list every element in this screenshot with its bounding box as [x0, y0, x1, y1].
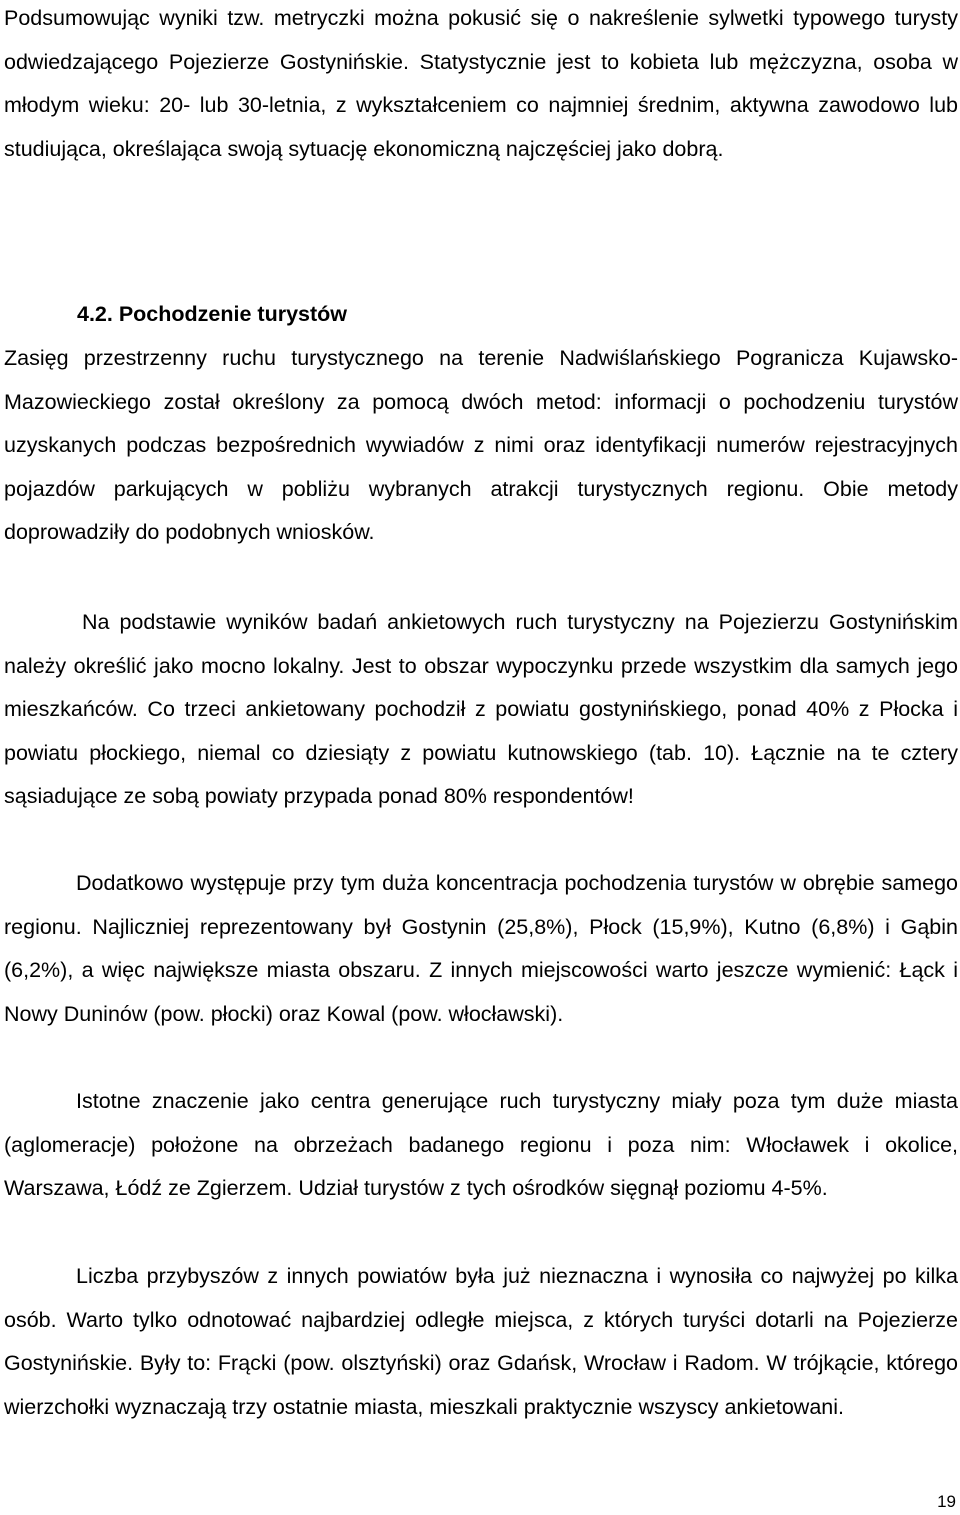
- paragraph-research-methods: Zasięg przestrzenny ruchu turystycznego na terenie Nadwiślańskiego Pogranicza Kujawsko-Mazowieckiego został określony za pomocą dwóch metod: informacji o pochodzeniu turystów uzyskanych podczas bezpośrednich wywiadów z nimi oraz identyfikacji numerów rejestracyjnych pojazdów parkujących w pobliżu wybranych atrakcji turystycznych regionu. Obie metody doprowadziły do podobnych wniosków.: [4, 346, 958, 545]
- paragraph-large-cities: Istotne znaczenie jako centra generujące ruch turystyczny miały poza tym duże miasta (aglomeracje) położone na obrzeżach badanego regionu i poza nim: Włocławek i okolice, Warszawa, Łódź ze Zgierzem. Udział turystów z tych ośrodków sięgnął poziomu 4-5%.: [4, 1089, 958, 1201]
- section-heading: 4.2. Pochodzenie turystów: [77, 302, 347, 326]
- intro-paragraph: Podsumowując wyniki tzw. metryczki można pokusić się o nakreślenie sylwetki typowego turysty odwiedzającego Pojezierze Gostynińskie. Statystycznie jest to kobieta lub mężczyzna, osoba w młodym wieku: 20- lub 30-letnia, z wykształceniem co najmniej średnim, aktywna zawodowo lub studiująca, określająca swoją sytuację ekonomiczną najczęściej jako dobrą.: [4, 6, 958, 161]
- paragraph-local-tourism: Na podstawie wyników badań ankietowych ruch turystyczny na Pojezierzu Gostynińskim należy określić jako mocno lokalny. Jest to obszar wypoczynku przede wszystkim dla samych jego mieszkańców. Co trzeci ankietowany pochodził z powiatu gostynińskiego, ponad 40% z Płocka i powiatu płockiego, niemal co dziesiąty z powiatu kutnowskiego (tab. 10). Łącznie na te cztery sąsiadujące ze sobą powiaty przypada ponad 80% respondentów!: [4, 610, 958, 809]
- paragraph-distant-origins: Liczba przybyszów z innych powiatów była już nieznaczna i wynosiła co najwyżej po kilka osób. Warto tylko odnotować najbardziej odległe miejsca, z których turyści dotarli na Pojezierze Gostynińskie. Były to: Frącki (pow. olsztyński) oraz Gdańsk, Wrocław i Radom. W trójkącie, którego wierzchołki wyznaczają trzy ostatnie miasta, mieszkali praktycznie wszyscy ankietowani.: [4, 1264, 958, 1419]
- paragraph-regional-concentration: Dodatkowo występuje przy tym duża koncentracja pochodzenia turystów w obrębie samego regionu. Najliczniej reprezentowany był Gostynin (25,8%), Płock (15,9%), Kutno (6,8%) i Gąbin (6,2%), a więc największe miasta obszaru. Z innych miejscowości warto jeszcze wymienić: Łąck i Nowy Duninów (pow. płocki) oraz Kowal (pow. włocławski).: [4, 871, 958, 1026]
- page-number: 19: [937, 1492, 956, 1511]
